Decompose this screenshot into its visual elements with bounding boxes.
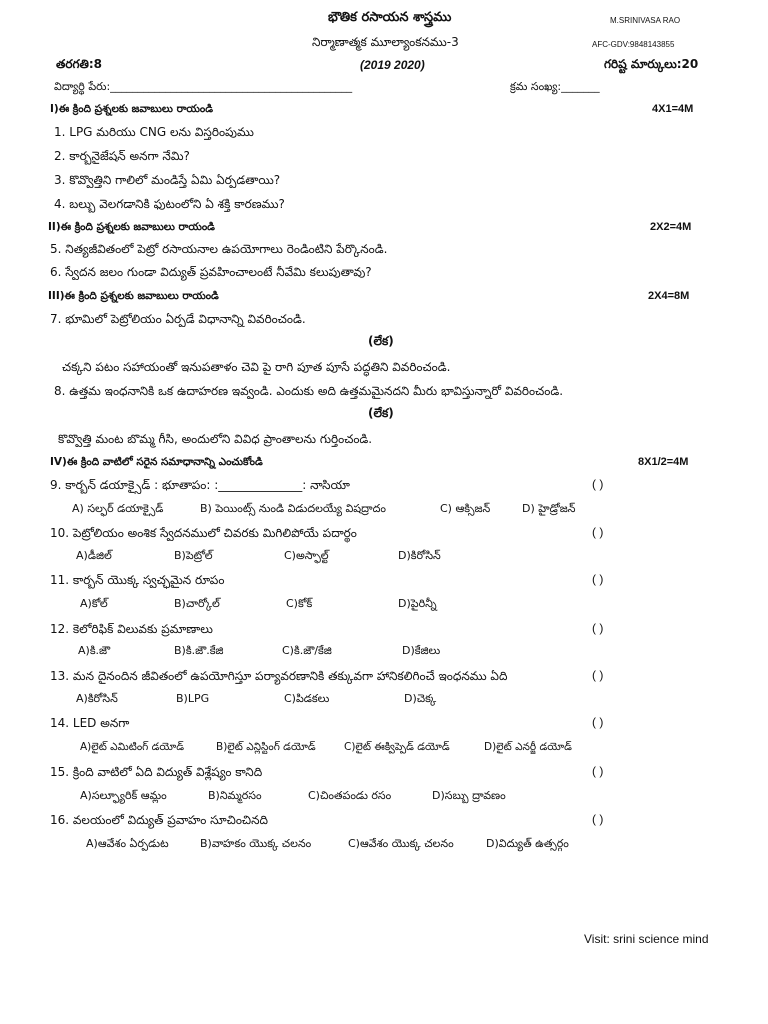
question-8: 8. ఉత్తమ ఇంధనానికి ఒక ఉదాహరణ ఇవ్వండి. ఎందుకు అది ఉత్తమమైనదని మీరు భావిస్తున్నారో వివరించండి. bbox=[54, 384, 564, 398]
q13-option-b[interactable]: B)LPG bbox=[176, 692, 210, 705]
question-9: 9. కార్బన్ డయాక్సైడ్ : భూతాపం: :______________: నాసియా bbox=[50, 478, 350, 492]
q12-option-b[interactable]: B)కి.జౌ.కేజి bbox=[174, 644, 224, 657]
q10-option-c[interactable]: C)అస్ఫాల్ట్ bbox=[284, 549, 329, 562]
question-6: 6. స్వేదన జలం గుండా విద్యుత్ ప్రవహించాలంటే నీవేమి కలుపుతావు? bbox=[50, 265, 372, 279]
q15-option-b[interactable]: B)నిమ్మరసం bbox=[208, 789, 262, 802]
q11-option-d[interactable]: D)పైరిన్నీ bbox=[398, 597, 437, 610]
section-2-marks: 2X2=4M bbox=[650, 221, 692, 233]
q15-option-a[interactable]: A)సల్ఫ్యూరిక్ ఆమ్లం bbox=[80, 789, 167, 802]
question-13: 13. మన దైనందిన జీవితంలో ఉపయోగిస్తూ పర్యావరణానికి తక్కువగా హానికలిగించే ఇంధనము ఏది bbox=[50, 669, 508, 683]
q16-option-a[interactable]: A)ఆవేశం ఏర్పడుట bbox=[86, 837, 169, 850]
teacher-name: M.SRINIVASA RAO bbox=[610, 16, 681, 25]
q12-option-a[interactable]: A)కి.జౌ bbox=[78, 644, 111, 657]
question-4: 4. బల్బు వెలగడానికి ఫుటంలోని ఏ శక్తి కారణము? bbox=[54, 197, 285, 211]
section-1-heading: I)ఈ క్రింది ప్రశ్నలకు జవాబులు రాయండి bbox=[50, 103, 214, 115]
q9-option-d[interactable]: D) హైడ్రోజన్ bbox=[522, 502, 576, 515]
question-5: 5. నిత్యజీవితంలో పెట్రో రసాయనాల ఉపయోగాలు రెండింటిని పేర్కొనండి. bbox=[50, 242, 388, 256]
question-16: 16. వలయంలో విద్యుత్ ప్రవాహం సూచించినది bbox=[50, 813, 268, 827]
q14-option-b[interactable]: B)లైట్ ఎన్లిస్టింగ్ డయోడ్ bbox=[216, 741, 316, 753]
answer-box-11[interactable]: ( ) bbox=[592, 572, 604, 586]
q16-option-b[interactable]: B)వాహకం యొక్క చలనం bbox=[200, 837, 312, 850]
question-14: 14. LED అనగా bbox=[50, 716, 130, 730]
answer-box-10[interactable]: ( ) bbox=[592, 525, 604, 539]
answer-box-15[interactable]: ( ) bbox=[592, 764, 604, 778]
section-4-marks: 8X1/2=4M bbox=[638, 456, 689, 468]
student-name-line: విద్యార్థి పేరు:____________________________________________ bbox=[54, 80, 353, 93]
contact-info: AFC-GDV:9848143855 bbox=[592, 40, 675, 49]
q12-option-c[interactable]: C)కి.జౌ/కేజి bbox=[282, 644, 332, 657]
section-3-heading: III)ఈ క్రింది ప్రశ్నలకు జవాబులు రాయండి bbox=[48, 290, 219, 302]
q14-option-d[interactable]: D)లైట్ ఎనర్జీ డయోడ్ bbox=[484, 741, 572, 753]
q10-option-a[interactable]: A)డీజిల్ bbox=[76, 549, 112, 562]
or-label-2: (లేక) bbox=[368, 406, 394, 420]
section-2-heading: II)ఈ క్రింది ప్రశ్నలకు జవాబులు రాయండి bbox=[48, 221, 215, 233]
q13-option-c[interactable]: C)పిడకలు bbox=[284, 692, 330, 705]
q14-option-c[interactable]: C)లైట్ ఈక్విప్పెడ్ డయోడ్ bbox=[344, 741, 450, 753]
question-8-alternate: కొవ్వొత్తి మంట బొమ్మ గీసి, అందులోని వివిధ ప్రాంతాలను గుర్తించండి. bbox=[58, 432, 373, 446]
answer-box-16[interactable]: ( ) bbox=[592, 812, 604, 826]
roll-number-line: క్రమ సంఖ్య:_______ bbox=[510, 80, 600, 93]
answer-box-13[interactable]: ( ) bbox=[592, 668, 604, 682]
question-11: 11. కార్బన్ యొక్క స్వచ్ఛమైన రూపం bbox=[50, 573, 225, 587]
or-label-1: (లేక) bbox=[368, 334, 394, 348]
section-4-heading: IV)ఈ క్రింది వాటిలో సరైన సమాధానాన్ని ఎంచుకోండి bbox=[50, 456, 263, 468]
q10-option-b[interactable]: B)పెట్రోల్ bbox=[174, 549, 213, 562]
q9-option-b[interactable]: B) పెయింట్స్ నుండి విడుదలయ్యే విషద్రాదం bbox=[200, 502, 386, 515]
question-7: 7. భూమిలో పెట్రోలియం ఏర్పడే విధానాన్ని వివరించండి. bbox=[50, 312, 306, 326]
academic-year: (2019 2020) bbox=[360, 58, 425, 72]
question-10: 10. పెట్రోలియం అంశిక స్వేదనములో చివరకు మిగిలిపోయే పదార్థం bbox=[50, 526, 357, 540]
question-2: 2. కార్బనైజేషన్ అనగా నేమి? bbox=[54, 149, 190, 163]
question-7-alternate: చక్కని పటం సహాయంతో ఇనుపతాళం చెవి పై రాగి పూత పూసే పద్ధతిని వివరించండి. bbox=[62, 360, 451, 374]
q11-option-b[interactable]: B)చార్కోల్ bbox=[174, 597, 220, 610]
class-label: తరగతి:8 bbox=[56, 57, 102, 71]
max-marks: గరిష్ట మార్కులు:20 bbox=[604, 57, 699, 71]
q9-option-c[interactable]: C) ఆక్సిజన్ bbox=[440, 502, 491, 515]
question-12: 12. కెలోరిఫిక్ విలువకు ప్రమాణాలు bbox=[50, 622, 213, 636]
q13-option-d[interactable]: D)చెక్క bbox=[404, 692, 437, 705]
section-1-marks: 4X1=4M bbox=[652, 103, 694, 115]
q12-option-d[interactable]: D)కేజిలు bbox=[402, 644, 441, 657]
q14-option-a[interactable]: A)లైట్ ఎమిటింగ్ డయోడ్ bbox=[80, 741, 185, 753]
q15-option-c[interactable]: C)చింతపండు రసం bbox=[308, 789, 392, 802]
q11-option-a[interactable]: A)కోల్ bbox=[80, 597, 108, 610]
footer-visit-text: Visit: srini science mind bbox=[584, 932, 709, 946]
answer-box-12[interactable]: ( ) bbox=[592, 621, 604, 635]
subject-title: భౌతిక రసాయన శాస్త్రము bbox=[328, 10, 452, 25]
q10-option-d[interactable]: D)కిరోసిన్ bbox=[398, 549, 441, 562]
q16-option-d[interactable]: D)విద్యుత్ ఉత్సర్గం bbox=[486, 837, 569, 850]
q15-option-d[interactable]: D)సబ్బు ద్రావణం bbox=[432, 789, 506, 802]
answer-box-9[interactable]: ( ) bbox=[592, 477, 604, 491]
exam-title: నిర్మాణాత్మక మూల్యాంకనము-3 bbox=[312, 35, 459, 49]
q16-option-c[interactable]: C)ఆవేశం యొక్క చలనం bbox=[348, 837, 454, 850]
section-3-marks: 2X4=8M bbox=[648, 290, 690, 302]
q13-option-a[interactable]: A)కిరోసిన్ bbox=[76, 692, 118, 705]
question-3: 3. కొవ్వొత్తిని గాలిలో మండిస్తే ఏమి ఏర్పడతాయి? bbox=[54, 173, 281, 187]
q11-option-c[interactable]: C)కోక్ bbox=[286, 597, 313, 610]
answer-box-14[interactable]: ( ) bbox=[592, 715, 604, 729]
q9-option-a[interactable]: A) సల్ఫర్ డయాక్సైడ్ bbox=[72, 502, 164, 515]
question-15: 15. క్రింది వాటిలో ఏది విద్యుత్ విశ్లేష్యం కానిది bbox=[50, 765, 263, 779]
question-1: 1. LPG మరియు CNG లను విస్తరింపుము bbox=[54, 125, 254, 139]
